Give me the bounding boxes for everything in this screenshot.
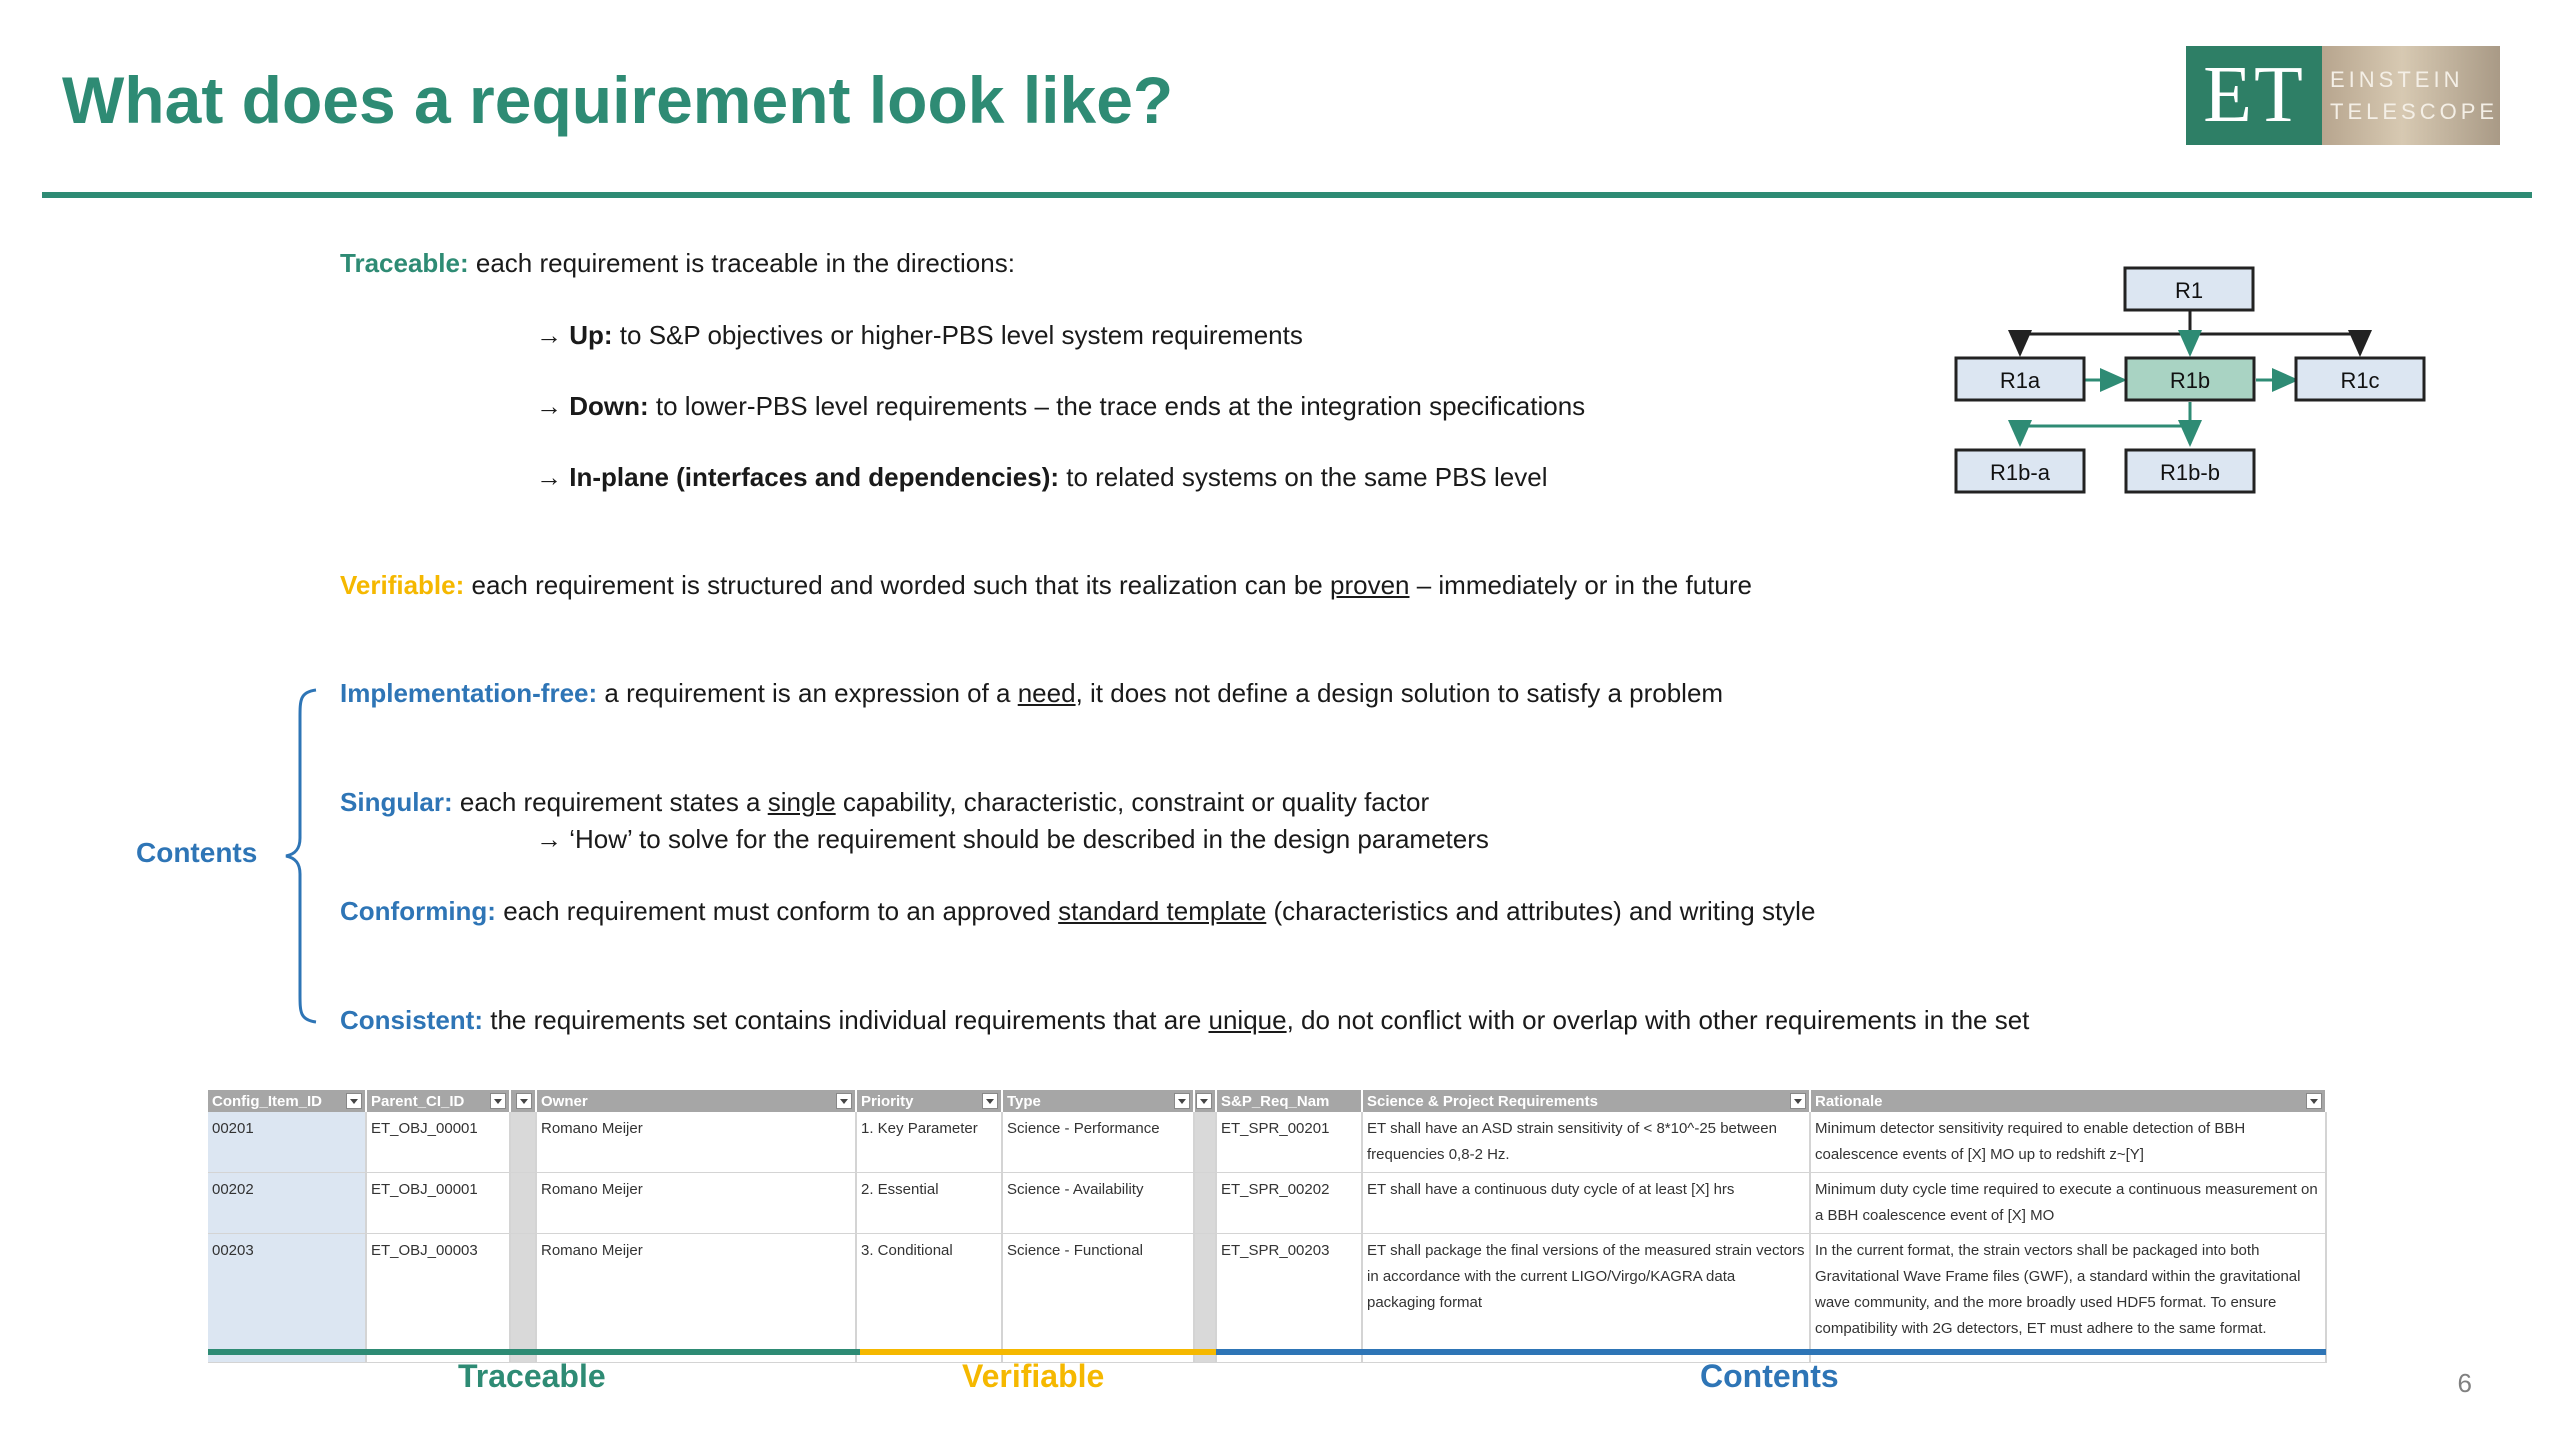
page-number: 6	[2457, 1368, 2472, 1398]
filter-dropdown-icon[interactable]	[836, 1093, 852, 1109]
svg-text:R1b: R1b	[2169, 368, 2211, 393]
singular-emphasis: single	[767, 787, 836, 817]
table-cell[interactable]: ET_SPR_00203	[1216, 1234, 1362, 1363]
trace-down-label: Down:	[569, 391, 649, 421]
column-header[interactable]: Parent_CI_ID	[366, 1090, 510, 1112]
table-cell[interactable]: ET_OBJ_00001	[366, 1173, 510, 1234]
contents-label: Contents	[136, 837, 258, 868]
svg-text:R1b-b: R1b-b	[2160, 460, 2220, 485]
tree-node-r1b	[2126, 358, 2254, 400]
singular-text: each requirement states a	[452, 787, 768, 817]
implementation-free-keyword: Implementation-free:	[340, 678, 598, 708]
filter-dropdown-icon[interactable]	[516, 1093, 532, 1109]
tree-node-root	[2125, 268, 2253, 310]
arrow-icon: →	[536, 391, 570, 421]
column-header[interactable]: Rationale	[1810, 1090, 2326, 1112]
table-cell[interactable]: ET_SPR_00201	[1216, 1112, 1362, 1173]
table-cell[interactable]: Romano Meijer	[536, 1173, 856, 1234]
title-divider	[42, 192, 2532, 198]
table-cell[interactable]: 00202	[208, 1173, 366, 1234]
verifiable-bar	[860, 1349, 1216, 1355]
consistent-text-end: , do not conflict with or overlap with other requirements in the set	[1286, 1005, 2030, 1035]
consistent-text: the requirements set contains individual requirements that are	[483, 1005, 1209, 1035]
table-cell[interactable]: ET shall package the final versions of the measured strain vectors in accordance with the current LIGO/Virgo/KAGRA data packaging format	[1362, 1234, 1810, 1363]
table-cell[interactable]: Science - Availability	[1002, 1173, 1194, 1234]
verifiable-emphasis: proven	[1329, 570, 1410, 600]
table-cell[interactable]: ET shall have a continuous duty cycle of at least [X] hrs	[1362, 1173, 1810, 1234]
filter-dropdown-icon[interactable]	[490, 1093, 506, 1109]
svg-text:R1a: R1a	[1999, 368, 2041, 393]
conforming-emphasis: standard template	[1058, 896, 1267, 926]
column-header[interactable]	[510, 1090, 536, 1112]
conforming-text: each requirement must conform to an approved	[495, 896, 1059, 926]
implementation-free-text: a requirement is an expression of a	[597, 678, 1018, 708]
table-cell[interactable]	[510, 1173, 536, 1234]
conforming-text-end: (characteristics and attributes) and writing style	[1266, 896, 1816, 926]
table-cell[interactable]: 3. Conditional	[856, 1234, 1002, 1363]
consistent-keyword: Consistent:	[340, 1005, 483, 1035]
conforming-keyword: Conforming:	[340, 896, 496, 926]
traceable-text: each requirement is traceable in the directions:	[468, 248, 1015, 278]
singular-sub-text: ‘How’ to solve for the requirement should be described in the design parameters	[569, 824, 1489, 854]
arrow-icon: →	[536, 320, 570, 350]
table-cell[interactable]	[510, 1234, 536, 1363]
table-row	[208, 1234, 2326, 1363]
curly-brace-icon	[282, 688, 322, 1024]
traceable-category-label: Traceable	[458, 1358, 606, 1394]
trace-up-text: to S&P objectives or higher-PBS level system requirements	[612, 320, 1303, 350]
table-cell[interactable]: In the current format, the strain vectors shall be packaged into both Gravitational Wave Frame files (GWF), a standard within the gravitational wave community, and the more broadly used HDF5 format. To ensure compatibility with 2G detectors, ET must adhere to the same format.	[1810, 1234, 2326, 1363]
filter-dropdown-icon[interactable]	[1790, 1093, 1806, 1109]
verifiable-keyword: Verifiable:	[340, 570, 465, 600]
contents-bar	[1216, 1349, 2326, 1355]
table-cell[interactable]: Minimum detector sensitivity required to enable detection of BBH coalescence events of [X] MO up to redshift z~[Y]	[1810, 1112, 2326, 1173]
table-cell[interactable]: Minimum duty cycle time required to execute a continuous measurement on a BBH coalescence event of [X] MO	[1810, 1173, 2326, 1234]
table-cell[interactable]: ET_OBJ_00003	[366, 1234, 510, 1363]
trace-down-text: to lower-PBS level requirements – the trace ends at the integration specifications	[648, 391, 1586, 421]
einstein-telescope-logo	[2186, 46, 2500, 145]
trace-up-item	[536, 320, 1303, 351]
singular-text-end: capability, characteristic, constraint or quality factor	[835, 787, 1430, 817]
trace-down-item	[536, 391, 1585, 422]
arrow-icon: →	[536, 824, 570, 854]
column-header[interactable]: Science & Project Requirements	[1362, 1090, 1810, 1112]
table-cell[interactable]: Science - Functional	[1002, 1234, 1194, 1363]
singular-paragraph	[340, 787, 1429, 818]
logo-line-1: EINSTEIN	[2330, 66, 2464, 92]
contents-category-label: Contents	[1700, 1358, 1839, 1394]
trace-inplane-label: In-plane (interfaces and dependencies):	[569, 462, 1060, 492]
table-header-row	[208, 1090, 2326, 1112]
logo-mark: ET	[2186, 46, 2322, 145]
traceable-bar	[208, 1349, 860, 1355]
filter-dropdown-icon[interactable]	[2306, 1093, 2322, 1109]
verifiable-category-label: Verifiable	[962, 1358, 1105, 1394]
trace-inplane-item	[536, 462, 1547, 493]
tree-node-r1a	[1956, 358, 2084, 400]
table-cell[interactable]	[1194, 1234, 1216, 1363]
singular-sub-item	[536, 824, 1489, 855]
table-cell[interactable]: ET_SPR_00202	[1216, 1173, 1362, 1234]
table-cell[interactable]: ET shall have an ASD strain sensitivity of < 8*10^-25 between frequencies 0,8-2 Hz.	[1362, 1112, 1810, 1173]
consistent-emphasis: unique	[1208, 1005, 1287, 1035]
arrow-icon: →	[536, 462, 570, 492]
traceable-keyword: Traceable:	[340, 248, 469, 278]
logo-wordmark	[2322, 46, 2500, 145]
trace-up-label: Up:	[569, 320, 613, 350]
requirements-spreadsheet	[208, 1090, 2326, 1363]
table-cell[interactable]: 00203	[208, 1234, 366, 1363]
singular-keyword: Singular:	[340, 787, 453, 817]
svg-text:R1b-a: R1b-a	[1990, 460, 2050, 485]
column-header[interactable]: Owner	[536, 1090, 856, 1112]
requirement-trace-tree	[1940, 260, 2430, 510]
implementation-free-text-end: , it does not define a design solution to satisfy a problem	[1075, 678, 1724, 708]
table-cell[interactable]: ET_OBJ_00001	[366, 1112, 510, 1173]
implementation-free-paragraph	[340, 678, 1723, 709]
table-cell[interactable]: 2. Essential	[856, 1173, 1002, 1234]
tree-node-r1b-b	[2126, 450, 2254, 492]
column-header[interactable]	[1194, 1090, 1216, 1112]
table-cell[interactable]	[1194, 1112, 1216, 1173]
implementation-free-emphasis: need	[1017, 678, 1076, 708]
table-cell[interactable]: Romano Meijer	[536, 1112, 856, 1173]
conforming-paragraph	[340, 896, 1815, 927]
consistent-paragraph	[340, 1005, 2029, 1036]
svg-text:R1c: R1c	[2340, 368, 2380, 393]
table-cell[interactable]	[510, 1112, 536, 1173]
filter-dropdown-icon[interactable]	[982, 1093, 998, 1109]
table-row	[208, 1173, 2326, 1234]
table-cell[interactable]: 1. Key Parameter	[856, 1112, 1002, 1173]
trace-inplane-text: to related systems on the same PBS level	[1059, 462, 1548, 492]
table-cell[interactable]: Romano Meijer	[536, 1234, 856, 1363]
filter-dropdown-icon[interactable]	[1174, 1093, 1190, 1109]
traceable-paragraph	[340, 248, 1015, 279]
slide-title: What does a requirement look like?	[62, 63, 1174, 137]
table-row	[208, 1112, 2326, 1173]
logo-line-2: TELESCOPE	[2330, 98, 2499, 124]
table-cell[interactable]: 00201	[208, 1112, 366, 1173]
tree-node-r1c	[2296, 358, 2424, 400]
verifiable-paragraph	[340, 570, 1752, 601]
verifiable-text: each requirement is structured and worded such that its realization can be	[464, 570, 1330, 600]
column-header[interactable]: Type	[1002, 1090, 1194, 1112]
column-header[interactable]: Config_Item_ID	[208, 1090, 366, 1112]
filter-dropdown-icon[interactable]	[346, 1093, 362, 1109]
tree-node-r1b-a	[1956, 450, 2084, 492]
table-cell[interactable]	[1194, 1173, 1216, 1234]
filter-dropdown-icon[interactable]	[1196, 1093, 1212, 1109]
table-cell[interactable]: Science - Performance	[1002, 1112, 1194, 1173]
column-header[interactable]: S&P_Req_Nam	[1216, 1090, 1362, 1112]
column-header[interactable]: Priority	[856, 1090, 1002, 1112]
svg-text:R1: R1	[2174, 278, 2204, 303]
verifiable-text-end: – immediately or in the future	[1409, 570, 1752, 600]
